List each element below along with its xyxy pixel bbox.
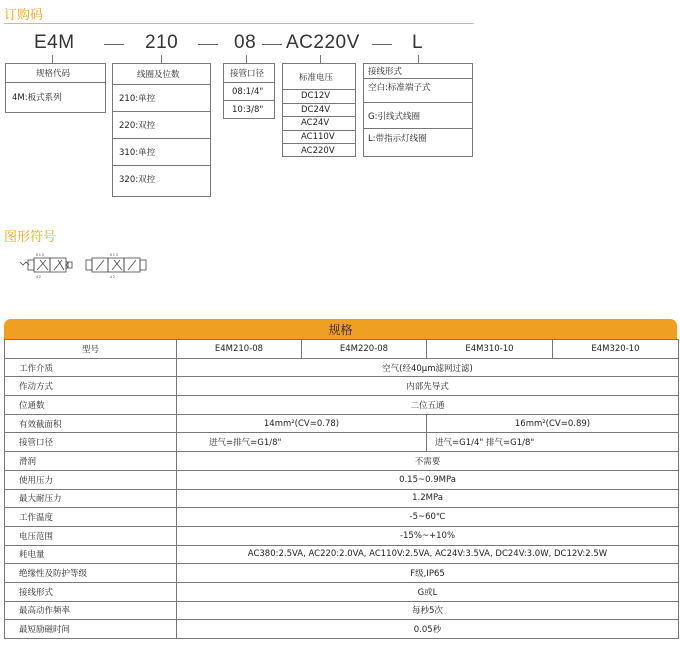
row-value: 内部先导式: [177, 377, 679, 396]
model-cell: E4M320-10: [553, 340, 679, 359]
row-label: 电压范围: [5, 526, 177, 545]
table-row: [5, 582, 679, 601]
row-label: 最大耐压力: [5, 489, 177, 508]
row-value-left: 进气=排气=G1/8": [177, 433, 427, 452]
connector-series: [52, 55, 53, 63]
row-label: 最高动作频率: [5, 601, 177, 620]
voltage-item: AC110V: [283, 131, 355, 145]
svg-text:5 1 3: 5 1 3: [36, 253, 44, 257]
row-label: 最短励磁时间: [5, 620, 177, 639]
code-dash-1: [104, 44, 124, 45]
single-solenoid-valve-icon: [20, 253, 72, 279]
code-valve: 210: [145, 32, 179, 53]
row-label: 有效截面积: [5, 414, 177, 433]
model-cell: E4M210-08: [177, 340, 302, 359]
wiring-box: [363, 63, 473, 157]
wiring-item: 空白:标准端子式: [364, 79, 472, 103]
table-row: [5, 358, 679, 377]
connector-voltage: [320, 55, 321, 63]
code-dash-3: [262, 44, 282, 45]
model-label: 型号: [5, 340, 177, 359]
table-row: [5, 489, 679, 508]
row-value-right: 进气=G1/4" 排气=G1/8": [427, 433, 679, 452]
row-label: 作动方式: [5, 377, 177, 396]
row-label: 接线形式: [5, 582, 177, 601]
table-row: [5, 545, 679, 564]
voltage-item: AC24V: [283, 117, 355, 131]
model-cell: E4M220-08: [302, 340, 427, 359]
voltage-item: DC24V: [283, 104, 355, 118]
code-dash-2: [198, 44, 218, 45]
row-value: 1.2MPa: [177, 489, 679, 508]
double-solenoid-valve-icon: [86, 253, 146, 279]
wiring-item: L:带指示灯线圈: [368, 134, 427, 144]
connector-valve: [161, 55, 162, 63]
port-size-box: [223, 63, 275, 119]
coil-position-box: [112, 63, 211, 197]
row-label: 耗电量: [5, 545, 177, 564]
code-port: 08: [234, 32, 257, 53]
row-value: AC380:2.5VA, AC220:2.0VA, AC110V:2.5VA, AC24V:3.5VA, DC24V:3.0W, DC12V:2.5W: [177, 545, 679, 564]
table-row: [5, 620, 679, 639]
svg-text:5 1 3: 5 1 3: [110, 253, 118, 257]
table-row: [5, 508, 679, 527]
spec-table-title: 规格: [4, 319, 677, 339]
code-series: E4M: [34, 32, 75, 53]
coil-position-item: 210:单控: [113, 85, 210, 112]
code-dash-4: [372, 44, 392, 45]
table-row: [5, 564, 679, 583]
connector-port: [246, 55, 247, 63]
voltage-item: DC12V: [283, 90, 355, 104]
coil-position-item: 310:单控: [113, 139, 210, 166]
row-value: 空气(经40μm滤网过滤): [177, 358, 679, 377]
port-size-item: 08:1/4": [224, 83, 274, 101]
row-label: 接管口径: [5, 433, 177, 452]
row-value: F级,IP65: [177, 564, 679, 583]
table-row-models: [5, 340, 679, 359]
spec-code-item: 4M:板式系列: [12, 93, 62, 103]
table-row: [5, 601, 679, 620]
voltage-box: [282, 63, 356, 157]
row-value: 0.05秒: [177, 620, 679, 639]
wiring-item: G:引线式线圈: [364, 103, 472, 129]
spec-code-head: 规格代码: [6, 64, 105, 83]
table-row: [5, 526, 679, 545]
ordering-title-rule: [4, 23, 474, 24]
graphic-symbol-title: 图形符号: [4, 230, 57, 245]
row-value-right: 16mm²(CV=0.89): [427, 414, 679, 433]
port-size-item: 10:3/8": [232, 104, 264, 115]
coil-position-item: 320:双控: [119, 175, 156, 185]
spec-code-box: [5, 63, 106, 113]
row-label: 滑润: [5, 452, 177, 471]
table-row: [5, 433, 679, 452]
table-row: [5, 377, 679, 396]
row-label: 绝缘性及防护等级: [5, 564, 177, 583]
spec-table: [4, 339, 679, 639]
row-value: -5~60℃: [177, 508, 679, 527]
row-value-left: 14mm²(CV=0.78): [177, 414, 427, 433]
row-label: 工作介质: [5, 358, 177, 377]
voltage-item: AC220V: [301, 145, 335, 156]
table-row: [5, 452, 679, 471]
row-label: 位通数: [5, 396, 177, 415]
table-row: [5, 396, 679, 415]
coil-position-head: 线圈及位数: [113, 64, 210, 85]
coil-position-item: 220:双控: [113, 112, 210, 139]
row-label: 使用压力: [5, 470, 177, 489]
connector-wiring: [418, 55, 419, 63]
row-label: 工作温度: [5, 508, 177, 527]
ordering-code-title: 订购码: [4, 8, 44, 23]
row-value: G或L: [177, 582, 679, 601]
table-row: [5, 414, 679, 433]
voltage-head: 标准电压: [283, 64, 355, 90]
row-value: 0.15~0.9MPa: [177, 470, 679, 489]
port-size-head: 接管口径: [224, 64, 274, 83]
model-cell: E4M310-10: [427, 340, 553, 359]
wiring-head: 接线形式: [364, 64, 472, 79]
table-row: [5, 470, 679, 489]
code-voltage: AC220V: [286, 32, 360, 53]
code-wiring: L: [412, 32, 424, 53]
row-value: 不需要: [177, 452, 679, 471]
row-value: -15%~+10%: [177, 526, 679, 545]
row-value: 二位五通: [177, 396, 679, 415]
svg-text:4 2: 4 2: [110, 275, 115, 279]
svg-text:4 2: 4 2: [36, 275, 41, 279]
valve-symbol-icon: [18, 252, 158, 282]
row-value: 每秒5次: [177, 601, 679, 620]
